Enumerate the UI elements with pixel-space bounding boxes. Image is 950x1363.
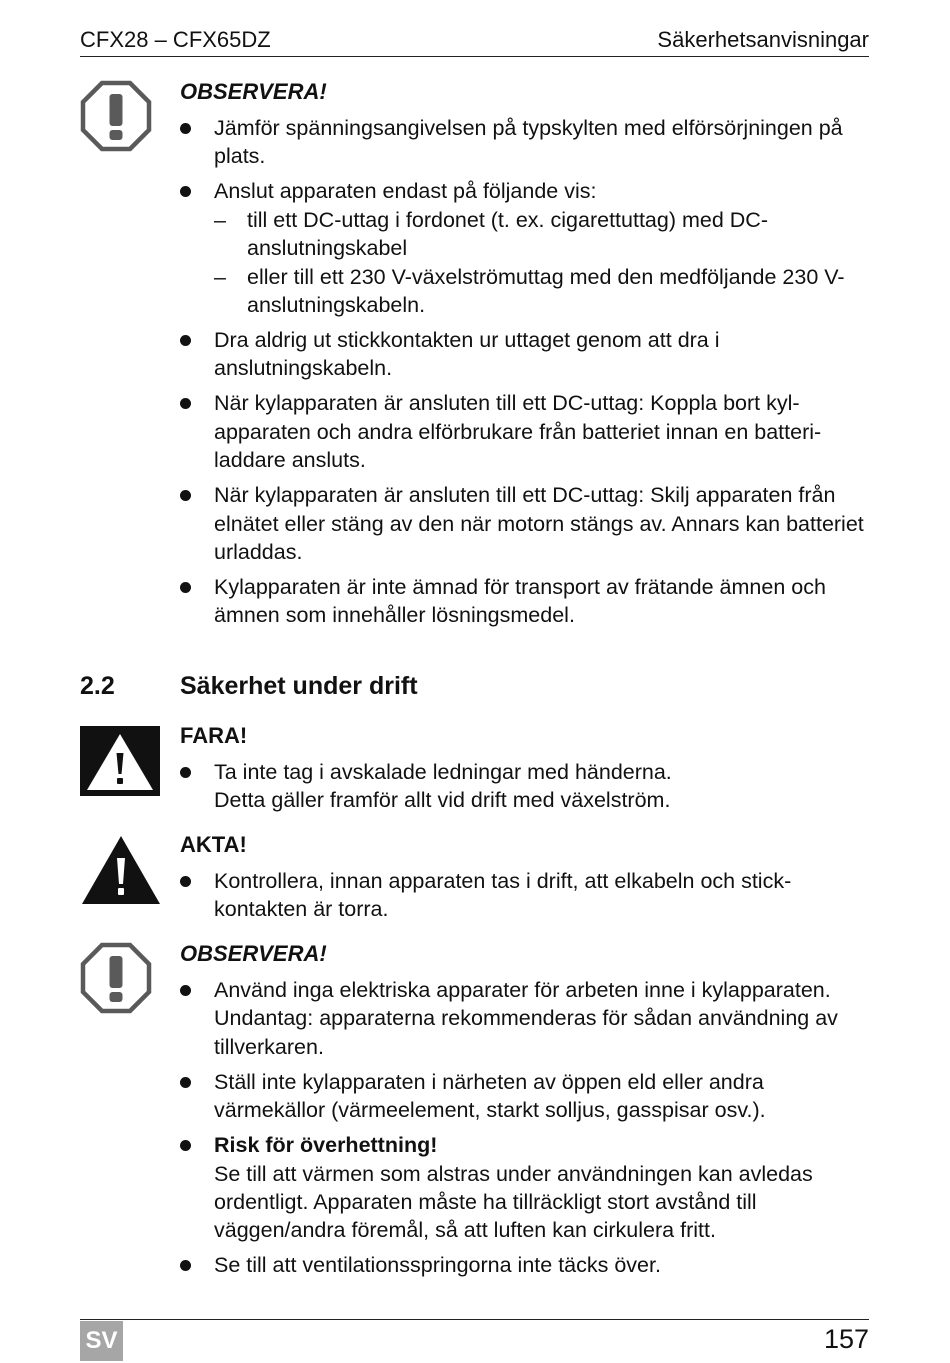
section-number: 2.2 bbox=[80, 672, 115, 700]
list-item: Kontrollera, innan apparaten tas i drift, att elkabeln och stick-kontakten är torra. bbox=[180, 867, 869, 924]
list-item: Kylapparaten är inte ämnad för transport av frätande ämnen och ämnen som innehåller lösningsmedel. bbox=[180, 573, 869, 630]
caution-title: AKTA! bbox=[180, 832, 247, 857]
list-item bbox=[180, 1131, 869, 1245]
octagon-exclamation-icon bbox=[80, 80, 152, 152]
sub-list bbox=[214, 206, 869, 320]
header-product: CFX28 – CFX65DZ bbox=[80, 27, 271, 52]
list-item: Använd inga elektriska apparater för arbeten inne i kylapparaten. Undantag: apparaterna rekommenderas för sådan användning av tillverkaren. bbox=[180, 976, 869, 1061]
language-badge: SV bbox=[80, 1321, 123, 1361]
octagon-exclamation-icon bbox=[80, 942, 152, 1014]
notice-title: OBSERVERA! bbox=[180, 79, 327, 104]
danger-line-2: Detta gäller framför allt vid drift med växelström. bbox=[214, 788, 671, 813]
list-item: Jämför spänningsangivelsen på typskylten med elförsörjningen på plats. bbox=[180, 114, 869, 171]
list-item: När kylapparaten är ansluten till ett DC-uttag: Koppla bort kyl-apparaten och andra elförbrukare från batteriet innan en batteri-laddare ansluts. bbox=[180, 389, 869, 474]
danger-list bbox=[180, 758, 869, 815]
warning-triangle-icon bbox=[80, 834, 162, 906]
risk-title: Risk för överhettning! bbox=[214, 1133, 438, 1158]
sub-list-item: – till ett DC-uttag i fordonet (t. ex. cigarettuttag) med DC-anslutningskabel bbox=[214, 206, 869, 263]
list-item: Ställ inte kylapparaten i närheten av öppen eld eller andra värmekällor (värmeelement, starkt solljus, gasspisar osv.). bbox=[180, 1068, 869, 1125]
header-chapter: Säkerhetsanvisningar bbox=[657, 27, 869, 52]
page-number: 157 bbox=[823, 1324, 869, 1354]
list-item-text: Anslut apparaten endast på följande vis: bbox=[214, 179, 597, 204]
sub-list-item: – eller till ett 230 V-växelströmuttag med den medföljande 230 V-anslutningskabeln. bbox=[214, 263, 869, 320]
caution-list bbox=[180, 867, 869, 924]
danger-title: FARA! bbox=[180, 723, 248, 748]
page-header bbox=[80, 24, 869, 57]
section-title: Säkerhet under drift bbox=[180, 672, 418, 700]
notice-list bbox=[180, 976, 869, 1280]
notice-title: OBSERVERA! bbox=[180, 941, 327, 966]
warning-triangle-on-black-icon bbox=[80, 726, 160, 796]
list-item bbox=[180, 758, 869, 815]
list-item: Dra aldrig ut stickkontakten ur uttaget genom att dra i anslutningskabeln. bbox=[180, 326, 869, 383]
list-item: När kylapparaten är ansluten till ett DC-uttag: Skilj apparaten från elnätet eller stäng av den när motorn stängs av. Annars kan batteriet urladdas. bbox=[180, 481, 869, 566]
notice-list bbox=[180, 114, 869, 630]
page-footer bbox=[80, 1319, 869, 1363]
risk-text: Se till att värmen som alstras under användningen kan avledas ordentligt. Apparaten måste ha tillräckligt stort avstånd till väggen/andra föremål, så att luften kan cirkulera fritt. bbox=[214, 1161, 813, 1243]
list-item: Se till att ventilationsspringorna inte täcks över. bbox=[180, 1251, 869, 1279]
list-item bbox=[180, 177, 869, 319]
danger-line-1: Ta inte tag i avskalade ledningar med händerna. bbox=[214, 760, 672, 784]
